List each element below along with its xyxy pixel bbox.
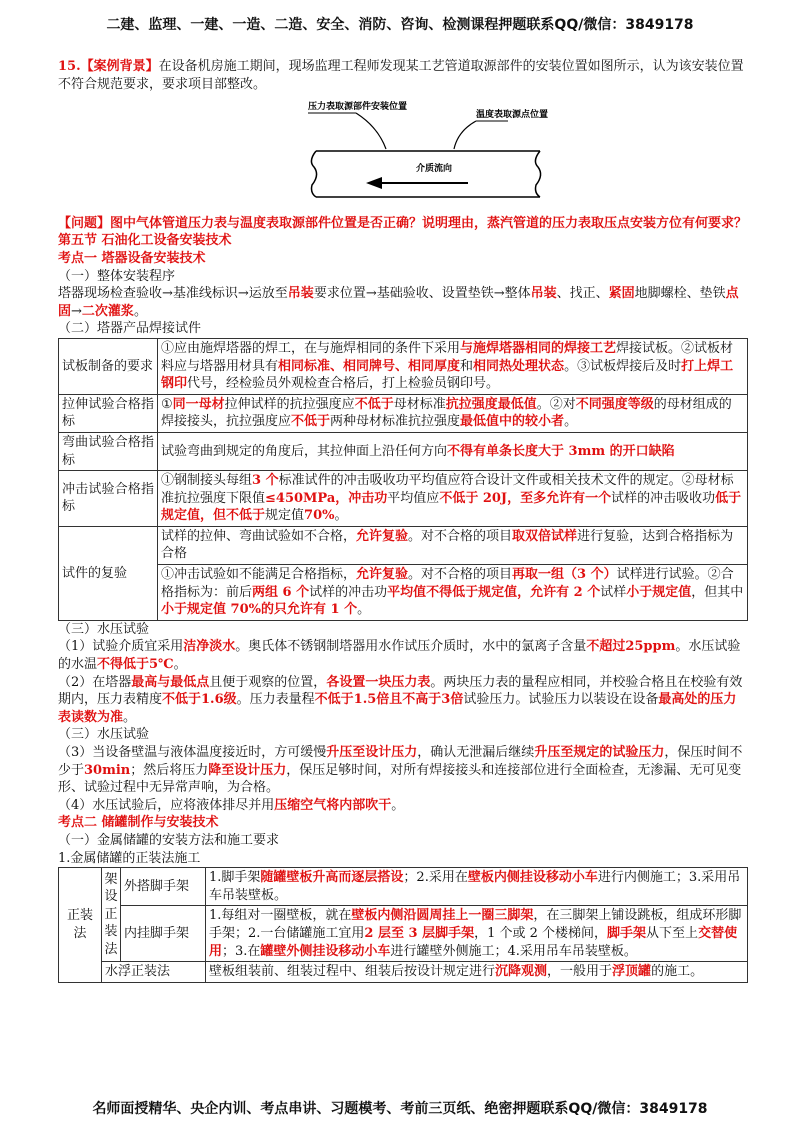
kp2-subheading-1: （一）金属储罐的安装方法和施工要求 (58, 832, 280, 848)
row-content: 1.脚手架随罐壁板升高而逐层搭设；2.采用在壁板内侧挂设移动小车进行内侧施工；3.采用吊车吊装壁板。 (206, 868, 748, 906)
temperature-tap-label: 温度表取源点位置 (476, 110, 548, 121)
pressure-leader-line (356, 113, 386, 149)
row-content: 试验弯曲到规定的角度后，其拉伸面上沿任何方向不得有单条长度大于 3mm 的开口缺陷 (158, 432, 748, 470)
row-header: 水浮正装法 (102, 962, 206, 983)
sub-method-cell: 架设正装法 (102, 868, 121, 962)
row-content: ①应由施焊塔器的焊工，在与施焊相同的条件下采用与施焊塔器相同的焊接工艺焊接试板。②试板材料应与塔器用材具有相同标准、相同牌号、相同厚度和相同热处理状态。③试板焊接后及时打上焊工钢印代号，经检验员外观检查合格后，打上检验员钢印号。 (158, 338, 748, 394)
row-header: 外搭脚手架 (121, 868, 206, 906)
row-content: ①同一母材拉伸试样的抗拉强度应不低于母材标准抗拉强度最低值。②对不同强度等级的母材组成的焊接接头，抗拉强度应不低于两种母材标准抗拉强度最低值中的较小者。 (158, 394, 748, 432)
case-number: 15.【案例背景】 (58, 59, 159, 74)
question: 【问题】图中气体管道压力表与温度表取源部件位置是否正确？说明理由，蒸汽管道的压力表取压点安装方位有何要求？ (58, 215, 748, 231)
temperature-leader-line (454, 121, 476, 149)
row-content: ①冲击试验如不能满足合格指标，允许复验。对不合格的项目再取一组（3 个）试样进行试验。②合格指标为：前后两组 6 个试样的冲击功平均值不得低于规定值，允许有 2 个试样小于规定值，但其中小于规定值 70%的只允许有 1 个。 (158, 565, 748, 621)
table-row (59, 432, 748, 470)
kp1-title: 考点一 塔器设备安装技术 (58, 250, 206, 266)
row-header: 弯曲试验合格指标 (59, 432, 158, 470)
table-row (59, 526, 748, 564)
kp1-procedure: 塔器现场检查验收→基准线标识→运放至吊装要求位置→基础验收、设置垫铁→整体吊装、找正、紧固地脚螺栓、垫铁点固→二次灌浆。 (58, 286, 739, 319)
flow-direction-label: 介质流向 (416, 164, 453, 175)
table-row (59, 962, 748, 983)
table-row (59, 471, 748, 527)
water-test-item-2: （2）在塔器最高与最低点且便于观察的位置，各设置一块压力表。两块压力表的量程应相同，并校验合格且在校验有效期内，压力表精度不低于1.6级。压力表量程不低于1.5倍且不高于3倍试验压力。试验压力以装设在设备最高处的压力表读数为准。 (58, 674, 743, 725)
table-row (59, 565, 748, 621)
water-test-item-3: （3）当设备壁温与液体温度接近时，方可缓慢升压至设计压力，确认无泄漏后继续升压至规定的试验压力，保压时间不少于30min；然后将压力降至设计压力，保压足够时间，对所有焊接接头和连接部位进行全面检查，无渗漏、无可见变形、试验过程中无异常声响，为合格。 (58, 745, 743, 796)
kp1-subheading-4: （三）水压试验 (58, 727, 150, 743)
table-row (59, 906, 748, 962)
table-row (59, 338, 748, 394)
page-header: 二建、监理、一建、一造、二造、安全、消防、咨询、检测课程押题联系QQ/微信：3849178 (106, 17, 694, 33)
kp2-subheading-1-1: 1.金属储罐的正装法施工 (58, 850, 201, 866)
kp1-subheading-3: （三）水压试验 (58, 621, 150, 637)
row-content: ①钢制接头每组3 个标准试件的冲击吸收功平均值应符合设计文件或相关技术文件的规定。②母材标准抗拉强度下限值≤450MPa，冲击功平均值应不低于 20J，至多允许有一个试样的冲击吸收功低于规定值，但不低于规定值70%。 (158, 471, 748, 527)
pipe-right-break (535, 151, 540, 197)
water-test-item-4: （4）水压试验后，应将液体排尽并用压缩空气将内部吹干。 (58, 797, 405, 813)
page-content (58, 58, 748, 983)
pipe-left-break (311, 151, 316, 197)
page-footer: 名师面授精华、央企内训、考点串讲、习题模考、考前三页纸、绝密押题联系QQ/微信：3849178 (92, 1101, 708, 1117)
water-test-item-1: （1）试验介质宜采用洁净淡水。奥氏体不锈钢制塔器用水作试压介质时，水中的氯离子含量不超过25ppm。水压试验的水温不得低于5℃。 (58, 639, 741, 673)
row-header: 内挂脚手架 (121, 906, 206, 962)
weld-test-table (58, 338, 748, 621)
row-header: 冲击试验合格指标 (59, 471, 158, 527)
section-title: 第五节 石油化工设备安装技术 (58, 233, 232, 249)
row-header: 拉伸试验合格指标 (59, 394, 158, 432)
pipe-diagram (308, 97, 548, 207)
kp2-title: 考点二 储罐制作与安装技术 (58, 815, 219, 831)
case-background (58, 58, 748, 93)
case-text: 在设备机房施工期间，现场监理工程师发现某工艺管道取源部件的安装位置如图所示，认为该安装位置不符合规范要求，要求项目部整改。 (58, 59, 744, 92)
row-content: 1.每组对一圈壁板，就在壁板内侧沿圆周挂上一圈三脚架，在三脚架上铺设跳板，组成环形脚手架；2.一台储罐施工宜用2 层至 3 层脚手架，1 个或 2 个楼梯间，脚手架从下至上交替使用；3.在罐壁外侧挂设移动小车进行罐壁外侧施工；4.采用吊车吊装壁板。 (206, 906, 748, 962)
table-row (59, 868, 748, 906)
row-content: 壁板组装前、组装过程中、组装后按设计规定进行沉降观测，一般用于浮顶罐的施工。 (206, 962, 748, 983)
method-cell: 正装法 (59, 868, 102, 983)
row-header: 试件的复验 (59, 526, 158, 620)
kp1-subheading-1: （一）整体安装程序 (58, 268, 176, 284)
flow-arrow-icon (366, 177, 382, 189)
row-header: 试板制备的要求 (59, 338, 158, 394)
row-content: 试样的拉伸、弯曲试验如不合格，允许复验。对不合格的项目取双倍试样进行复验，达到合格指标为合格 (158, 526, 748, 564)
table-row (59, 394, 748, 432)
tank-erection-table (58, 867, 748, 983)
kp1-subheading-2: （二）塔器产品焊接试件 (58, 321, 202, 337)
pressure-tap-label: 压力表取源部件安装位置 (308, 102, 408, 113)
